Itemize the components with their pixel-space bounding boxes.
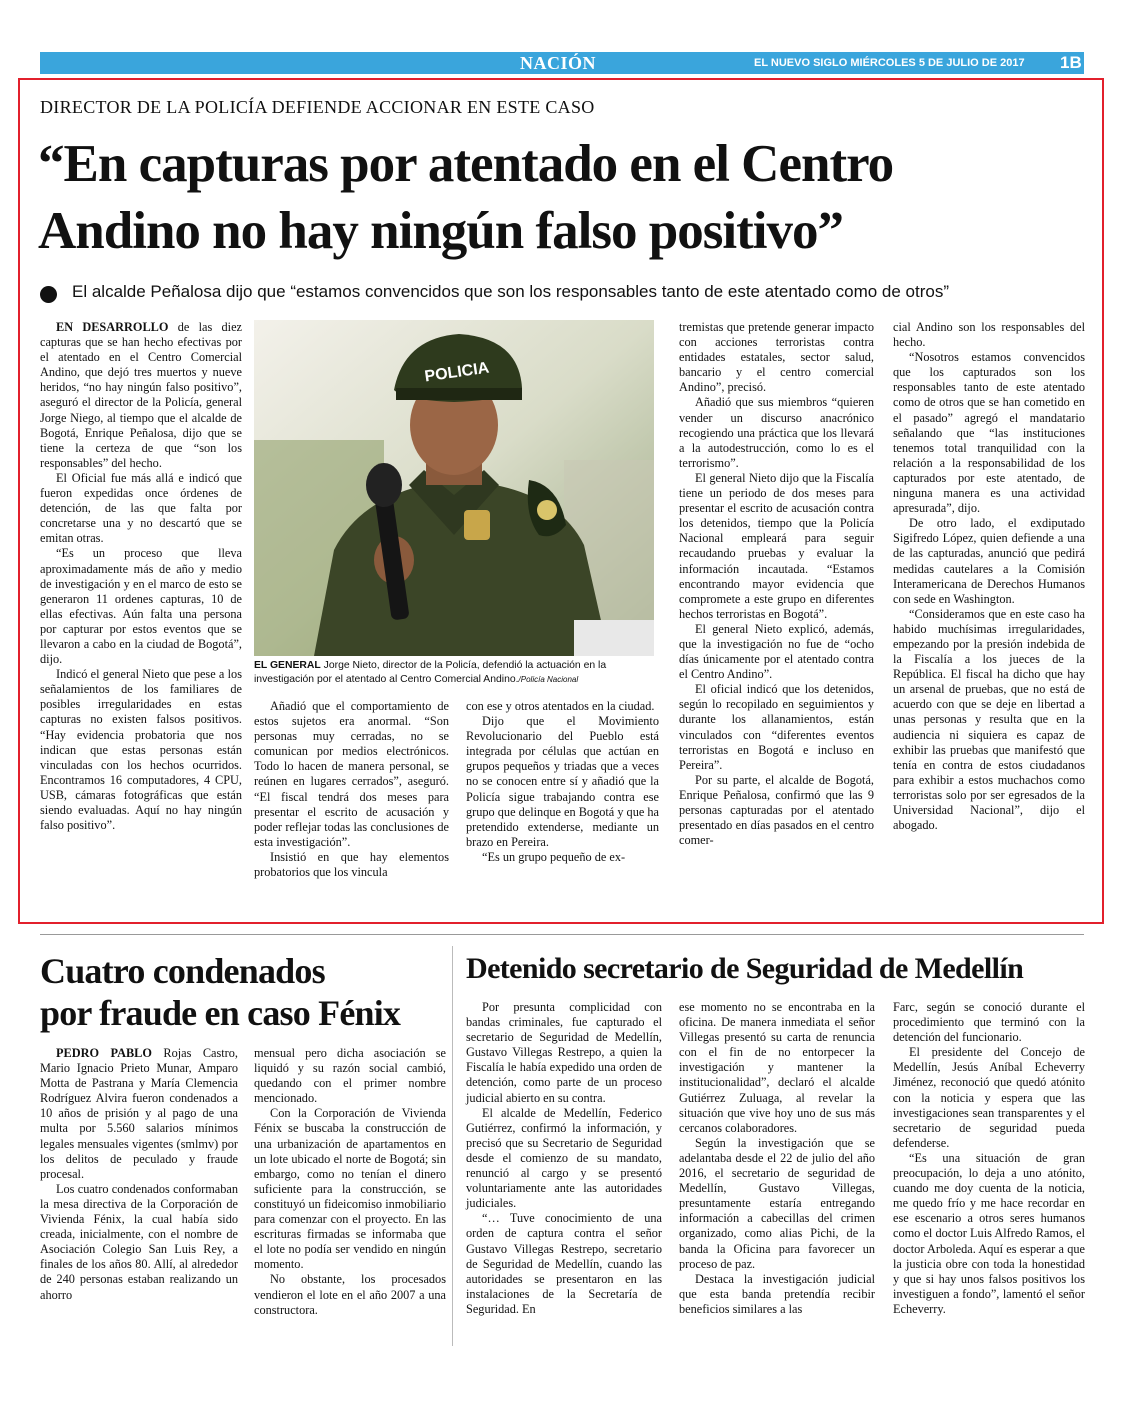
cap-label: POLICIA	[423, 359, 491, 386]
main-column-4	[679, 320, 874, 848]
paragraph: Añadió que el comportamiento de estos sujetos era anormal. “Son personas muy cerradas, no se comunican por medios electrónicos. Todo lo hacen de manera personal, se reúnen en lugares cerrados”, aseguró. “El fiscal tendrá dos meses para presentar el escrito de acusación y poder reflejar todas las conclusiones de esta investigación”.	[254, 699, 449, 849]
paragraph: “Es un grupo pequeño de ex-	[482, 849, 626, 864]
paragraph: “Consideramos que en este caso ha habido muchísimas irregularidades, empezando por la presión indebida de la Fiscalía a los jueces de la República. El fiscal ha dicho que hay un arsenal de pruebas, que no está de acuerdo con que se deje en libertad a unas personas y resulta que en la audiencia ni siquiera es capaz de exhibir las pruebas que manifestó que tenía en contra de estos ciudadanos para exhibir a estos muchachos como terroristas solo por ser egresados de la Universidad Nacional”, dijo el abogado.	[893, 606, 1085, 833]
paragraph: mensual pero dicha asociación se liquidó y su razón social cambió, quedando con el primer nombre mencionado.	[254, 1046, 446, 1106]
photo-credit: /Policía Nacional	[518, 674, 579, 684]
section-name: NACIÓN	[520, 53, 597, 73]
fenix-column-2	[254, 1046, 446, 1318]
article-deck: El alcalde Peñalosa dijo que “estamos convencidos que son los responsables tanto de este atentado como de otros”	[72, 282, 949, 301]
paragraph: cial Andino son los responsables del hecho.	[893, 320, 1085, 350]
main-headline	[38, 131, 1098, 265]
paragraph: Indicó el general Nieto que pese a los señalamientos de los familiares de posibles irregularidades en estas capturas no existen falsos positivos. “Hay evidencia probatoria que nos indican que estas personas están vinculadas con los hechos ocurridos. Encontramos 16 computadores, 4 CPU, USB, cámaras fotográficas que están siendo evaluadas. Aquí no hay ningún falso positivo”.	[40, 667, 242, 833]
page-number: 1B	[1060, 53, 1082, 72]
main-column-2	[254, 699, 449, 880]
paragraph: El Oficial fue más allá e indicó que fueron expedidas once órdenes de detención, de las que falta por concretarse una y no descartó que se emitan otras.	[40, 470, 242, 546]
paragraph	[40, 1046, 238, 1182]
paragraph: El presidente del Concejo de Medellín, Jesús Aníbal Echeverry Jiménez, reconoció que quedó atónito con la noticia y espera que las investigaciones sean transparentes y el secretario de seguridad pueda defenderse.	[893, 1045, 1085, 1150]
paragraph: El alcalde de Medellín, Federico Gutiérrez, confirmó la información, y precisó que su Secretario de Seguridad desde el comienzo de su mandato, renunció al cargo y se presentó voluntariamente ante las autoridades judiciales.	[466, 1105, 662, 1211]
paragraph: De otro lado, el exdiputado Sigifredo López, quien defiende a una de las capturadas, anunció que pedirá medidas cautelares a la Comisión Interamericana de Derechos Humanos con sede en Washington.	[893, 516, 1085, 606]
main-column-1	[40, 320, 242, 833]
fenix-column-1	[40, 1046, 238, 1303]
paragraph: Por presunta complicidad con bandas criminales, fue capturado el secretario de Seguridad de Medellín, Gustavo Villegas Restrepo, a quien la Fiscalía le había expedido una orden de detención, como parte de un proceso judicial abierto en su contra.	[466, 1000, 662, 1105]
bullet-icon	[40, 286, 57, 303]
fenix-headline-line-2: por fraude en caso Fénix	[40, 993, 401, 1033]
paragraph: Añadió que sus miembros “quieren vender un discurso anacrónico recogiendo una práctica que los llevará a la autodestrucción, como lo es el terrorismo”.	[679, 395, 874, 470]
paragraph: El general Nieto explicó, además, que la investigación no fue de “ocho días únicamente por el atentado contra el Centro Andino”.	[679, 621, 874, 682]
paragraph: Por su parte, el alcalde de Bogotá, Enrique Peñalosa, confirmó que las 9 personas capturadas por el atentado presentado en días pasados en el centro comer-	[679, 772, 874, 848]
paragraph-text: Rojas Castro, Mario Ignacio Prieto Munar, Amparo Motta de Pastrana y María Clemencia Rodríguez Alvira fueron condenados a 10 años de prisión y al pago de una multa por 5.560 salarios mínimos legales mensuales vigentes (smlmv) por los delitos de peculado y fraude procesal.	[40, 1046, 239, 1181]
photo-caption	[254, 659, 654, 686]
paragraph	[40, 320, 242, 471]
paragraph: El general Nieto dijo que la Fiscalía tiene un periodo de dos meses para presentar el escrito de acusación contra los detenidos, tiempo que la Policía Nacional empleará para seguir recaudando pruebas y evaluar la información incautada. “Estamos encontrando mayor evidencia que compromete a este grupo en diferentes hechos terroristas en Bogotá”.	[679, 470, 874, 621]
paragraph: Dijo que el Movimiento Revolucionario del Pueblo está integrada por células que actúan en grupos pequeños y triadas que a veces no se conocen entre sí y añadió que la Policía sigue trabajando contra ese grupo que delinque en Bogotá y que ha pretendido extenderse, mediante un brazo en Pereira.	[466, 714, 659, 849]
paragraph: ese momento no se encontraba en la oficina. De manera inmediata el señor Villegas presentó su carta de renuncia con el fin de no entorpecer la investigación y mantener la institucionalidad”, declaró el alcalde Gutiérrez Zuluaga, al revelar la situación que vive hoy uno de sus más cercanos colaboradores.	[679, 1000, 875, 1135]
caption-lead-in: EL GENERAL	[254, 660, 321, 671]
caption-text: Jorge Nieto, director de la Policía, defendió la actuación en la investigación por el atentado al Centro Comercial Andino.	[254, 660, 607, 685]
medellin-column-2	[679, 1000, 875, 1317]
paragraph: “Es una situación de gran preocupación, lo deja a uno atónito, cuando me doy cuenta de la noticia, me quedo frío y me hace recordar en ese escenario a otros seres humanos como el doctor Luis Alfredo Ramos, el doctor Arboleda. Aquí es esperar a que la justicia obre con toda la honestidad y que si hay unos falsos positivos los investiguen a fondo”, lamentó el señor Echeverry.	[893, 1150, 1085, 1316]
paragraph: Según la investigación que se adelantaba desde el 22 de julio del año 2016, el secretario de seguridad de Medellín, Gustavo Villegas, presuntamente estaría entregando información a cabecillas del crimen organizado, como alias Pichi, de la banda la Oficina para favorecer un proceso de paz.	[679, 1135, 875, 1271]
fenix-headline-line-1: Cuatro condenados	[40, 951, 325, 991]
paragraph: Destaca la investigación judicial que esta banda pretendía recibir beneficios similares a las	[679, 1271, 875, 1316]
fenix-headline	[40, 950, 440, 1034]
column-divider	[452, 946, 453, 1346]
paragraph-text: de las diez capturas que se han hecho efectivas por el atentado en el Centro Comercial Andino, que dejó tres muertos y nueve heridos, “no hay ningún falso positivo”, aseguró el director de la Policía, general Jorge Niego, al tiempo que el alcalde de Bogotá, Enrique Peñalosa, dijo que se tiene la certeza de que “son los responsables” del hecho.	[40, 320, 242, 470]
lead-in: EN DESARROLLO	[56, 320, 169, 334]
paragraph: No obstante, los procesados vendieron el lote en el año 2007 a una constructora.	[254, 1272, 446, 1317]
main-headline-line-2: Andino no hay ningún falso positivo”	[38, 202, 843, 260]
main-column-5	[893, 320, 1085, 833]
paragraph: Insistió en que hay elementos probatorios que los vincula	[254, 849, 449, 880]
paragraph: El oficial indicó que los detenidos, según lo recopilado en seguimientos y durante los allanamientos, están vinculados con “diferentes eventos terroristas en Bogotá e incluso en Pereira”.	[679, 682, 874, 772]
medellin-column-3	[893, 1000, 1085, 1317]
publication-date: EL NUEVO SIGLO MIÉRCOLES 5 DE JULIO DE 2017	[754, 57, 1025, 69]
article-kicker: DIRECTOR DE LA POLICÍA DEFIENDE ACCIONAR EN ESTE CASO	[40, 97, 595, 117]
paragraph: “Es un proceso que lleva aproximadamente más de año y medio de investigación y en el marco de esto se generaron 11 ordenes capturas, 10 de ellas efectivas. Aún falta una persona por capturar por estos eventos que se llevaron a cabo en la ciudad de Bogotá”, dijo.	[40, 546, 242, 667]
paragraph: Con la Corporación de Vivienda Fénix se buscaba la construcción de una urbanización de apartamentos en un lote ubicado el norte de Bogotá; sin embargo, como no tenían el dinero suficiente para la construcción, se constituyó un fideicomiso inmobiliario para comenzar con el proyecto. En las escrituras firmadas se informaba que el lote no podía ser vendido en ningún momento.	[254, 1106, 446, 1272]
paragraph: Los cuatro condenados conformaban la mesa directiva de la Corporación de Vivienda Fénix, la cual había sido creada, inicialmente, con el nombre de Asociación Colegio San Luis Rey, a finales de los años 80. Allí, al alrededor de 240 personas estaban realizando un ahorro	[40, 1181, 238, 1302]
main-column-3	[466, 699, 659, 865]
lead-in: PEDRO PABLO	[56, 1046, 152, 1060]
medellin-headline: Detenido secretario de Seguridad de Medellín	[466, 952, 1024, 985]
paragraph: “Nosotros estamos convencidos que los capturados son los responsables tanto de este atentado como de otros que se han cometido en el pasado” agregó el mandatario señalando que “las instituciones tenemos total tranquilidad con la relación a la responsabilidad de los capturados por este atentado, de ninguna manera es una actividad apresurada”, dijo.	[893, 350, 1085, 516]
main-headline-line-1: “En capturas por atentado en el Centro	[38, 135, 894, 193]
paragraph: tremistas que pretende generar impacto con acciones terroristas contra entidades estatales, sector salud, bancario y el centro comercial Andino”, precisó.	[679, 320, 874, 395]
paragraph: Farc, según se conoció durante el procedimiento que terminó con la detención del funcionario.	[893, 1000, 1085, 1045]
section-divider	[40, 934, 1084, 935]
paragraph: con ese y otros atentados en la ciudad.	[466, 699, 655, 713]
paragraph: “… Tuve conocimiento de una orden de captura contra el señor Gustavo Villegas Restrepo, secretario de Seguridad de Medellín, cuando las autoridades se presentaron en las instalaciones de la Secretaría de Seguridad. En	[466, 1211, 662, 1316]
article-photo	[254, 320, 654, 656]
medellin-column-1	[466, 1000, 662, 1317]
